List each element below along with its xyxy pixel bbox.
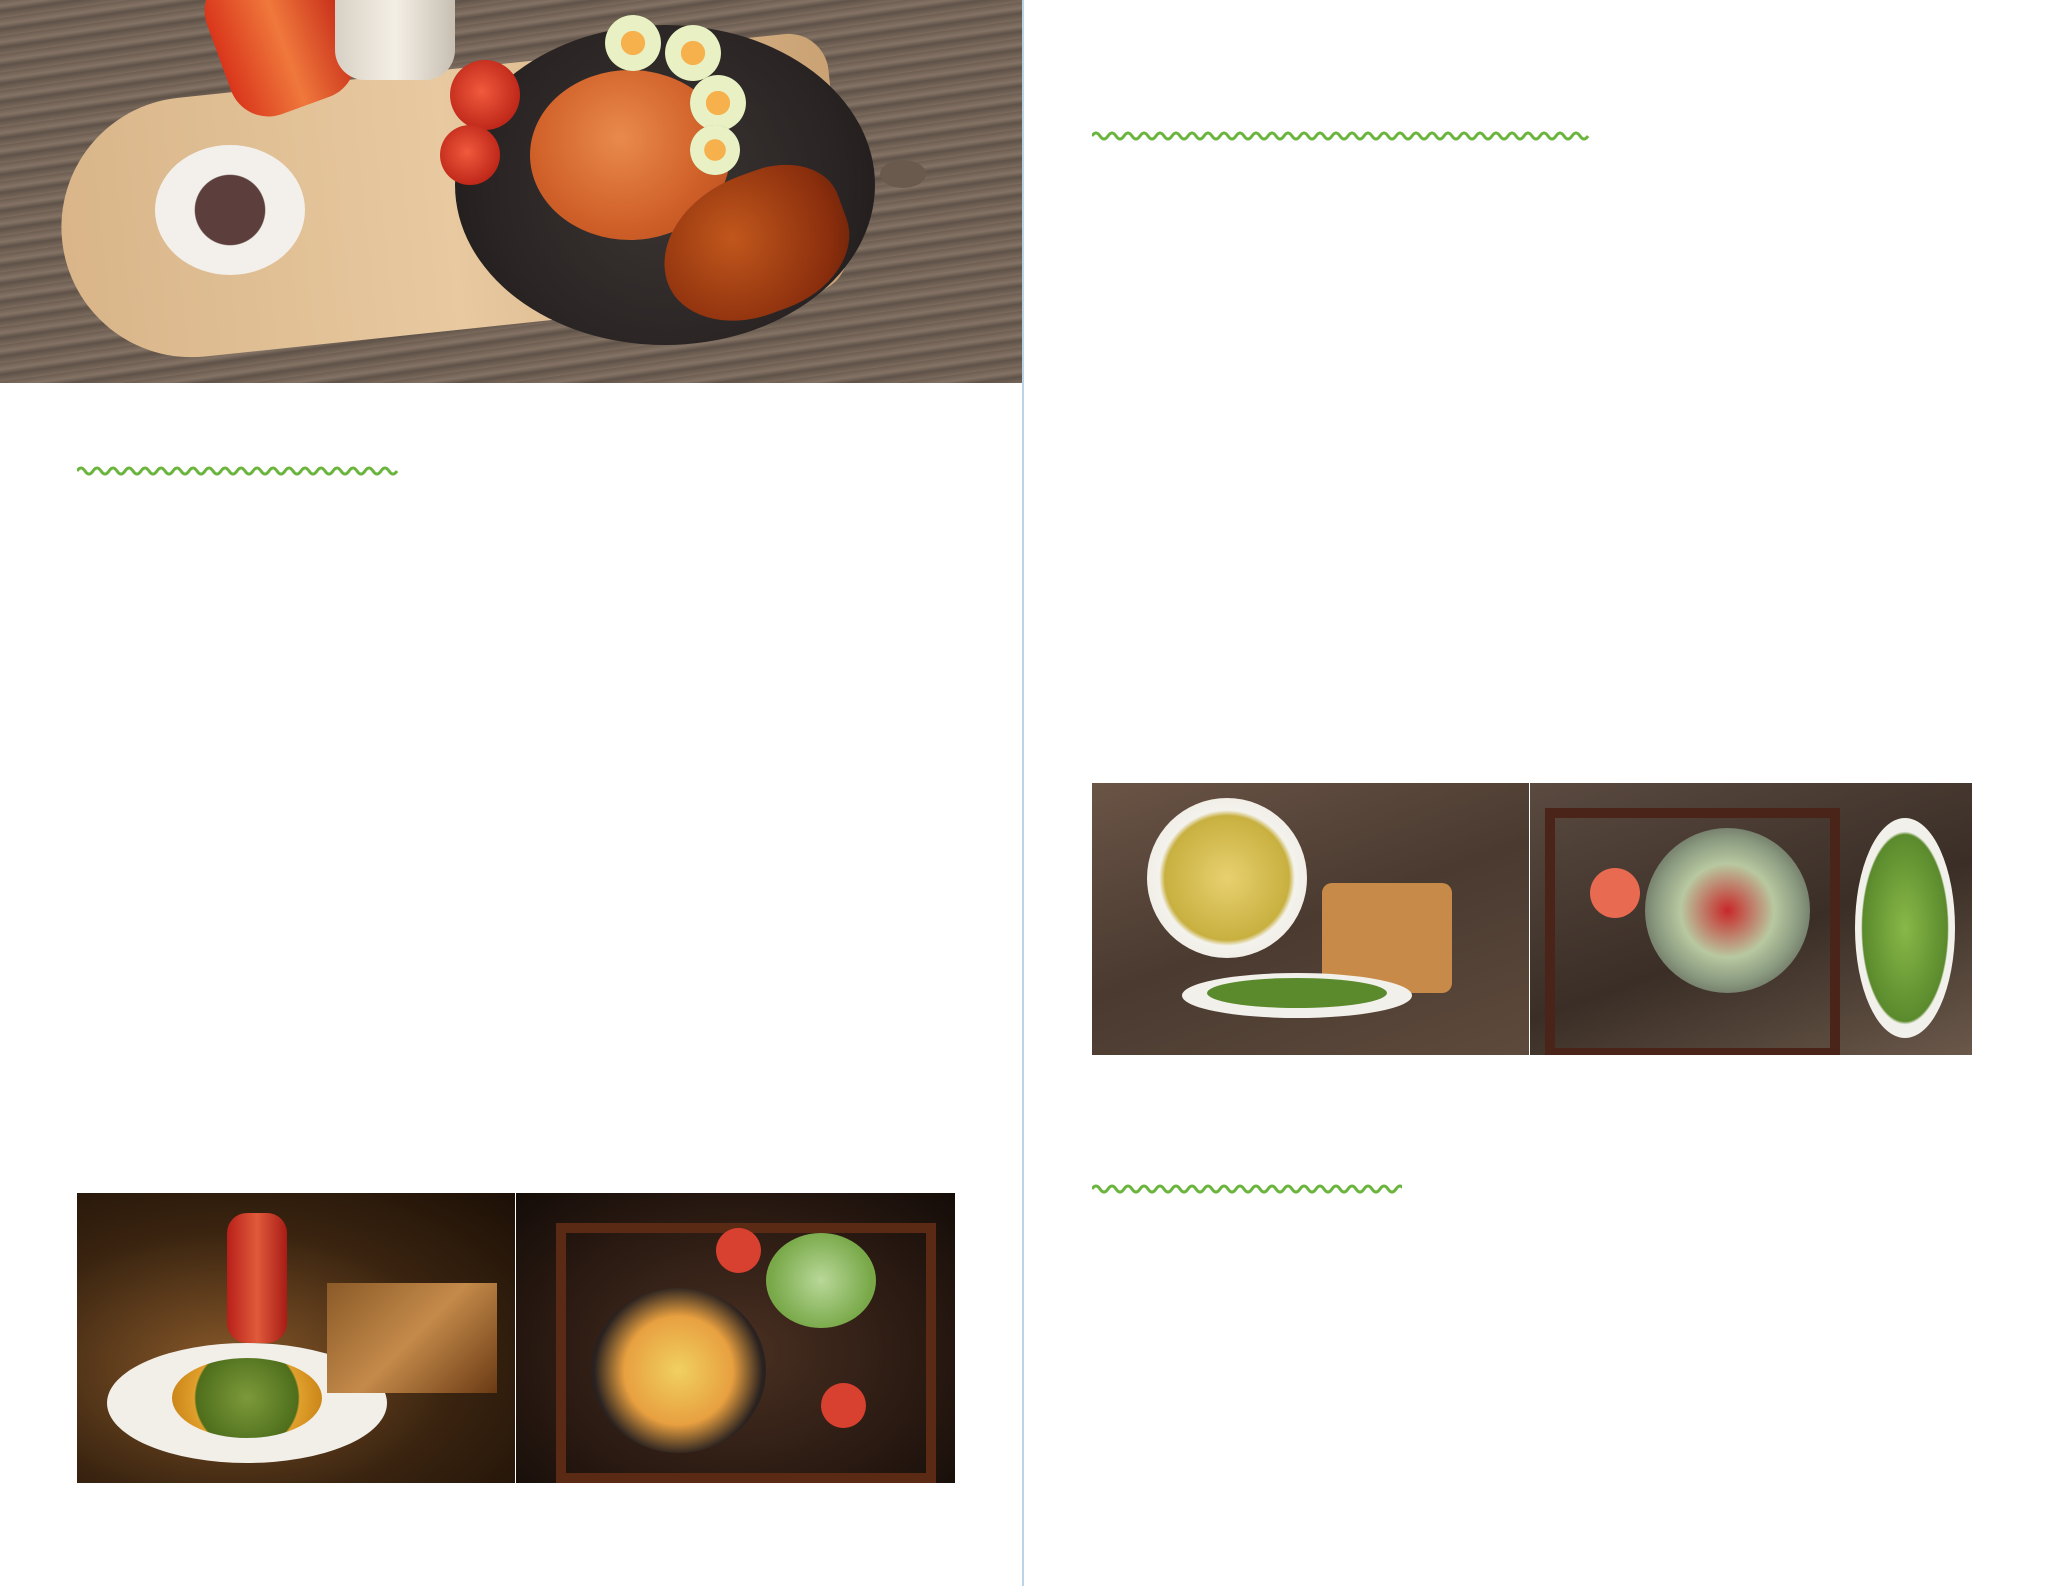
- photo-beef-noodle-soup-hot-stone-pot: [1530, 783, 1972, 1055]
- milk-jug: [335, 0, 455, 80]
- menu-item: [77, 638, 955, 662]
- menu-item: [1092, 684, 1972, 708]
- menu-item: [77, 921, 955, 945]
- hero-food-photo: [0, 0, 1022, 383]
- menu-item: [1092, 252, 1972, 276]
- menu-item: [1092, 343, 1972, 367]
- menu-item: [1092, 616, 1972, 640]
- left-page: [0, 0, 1023, 1586]
- photo-chicken-noodle-soup: [1092, 783, 1529, 1055]
- menu-item: [77, 780, 955, 804]
- menu-item: [77, 567, 955, 591]
- menu-item: [1092, 434, 1972, 458]
- photo-clay-pot-seafood-fried-rice: [516, 1193, 955, 1483]
- right-page: [1023, 0, 2048, 1586]
- green-wave-divider: [1092, 1183, 1402, 1195]
- menu-item: [1092, 161, 1972, 185]
- menu-item: [77, 967, 955, 991]
- menu-item: [77, 1110, 955, 1134]
- sauce-bowl: [155, 145, 305, 275]
- green-wave-divider: [77, 465, 402, 477]
- menu-item: [77, 709, 955, 733]
- menu-item: [77, 850, 955, 874]
- menu-item: [77, 1039, 955, 1063]
- menu-item: [77, 497, 955, 521]
- green-wave-divider: [1092, 130, 1592, 142]
- menu-item: [1092, 525, 1972, 549]
- photo-signature-royal-fried-rice: [77, 1193, 515, 1483]
